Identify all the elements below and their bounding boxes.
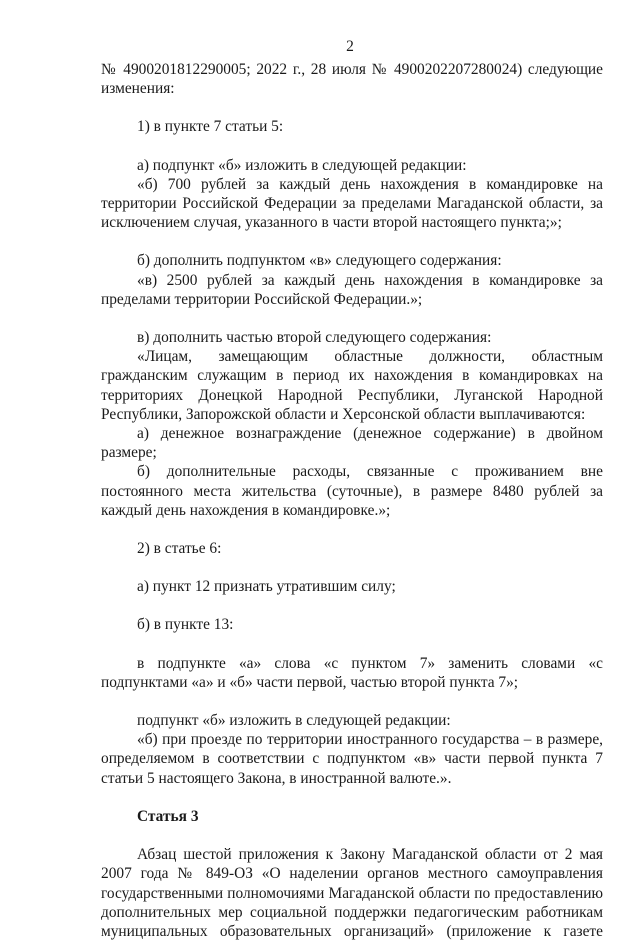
- paragraph-replace-words: в подпункте «а» слова «с пунктом 7» заменить словами «с подпунктами «а» и «б» части первой, частью второй пункта 7»;: [101, 654, 603, 691]
- paragraph-intro: № 4900201812290005; 2022 г., 28 июля № 4900202207280024) следующие изменения:: [101, 61, 603, 98]
- paragraph-quote-a: а) денежное вознаграждение (денежное содержание) в двойном размере;: [101, 425, 603, 462]
- page-number: 2: [346, 38, 354, 55]
- paragraph-quote-v: «в) 2500 рублей за каждый день нахождения в командировке за пределами территории Российской Федерации.»;: [101, 271, 603, 308]
- document-body: [101, 60, 603, 941]
- paragraph-quote-b2: б) дополнительные расходы, связанные с проживанием вне постоянного места жительства (суточные), в размере 8480 рублей за каждый день нахождения в командировке.»;: [101, 463, 603, 519]
- paragraph-subitem-b: б) дополнить подпунктом «в» следующего содержания:: [137, 252, 502, 270]
- paragraph-subitem-b-redaction: подпункт «б» изложить в следующей редакции:: [137, 712, 451, 730]
- article-heading: Статья 3: [137, 807, 199, 825]
- paragraph-item-2a: а) пункт 12 признать утратившим силу;: [137, 578, 396, 596]
- paragraph-item-1: 1) в пункте 7 статьи 5:: [137, 118, 284, 136]
- paragraph-subitem-v: в) дополнить частью второй следующего содержания:: [137, 329, 492, 347]
- paragraph-quote-b: «б) 700 рублей за каждый день нахождения в командировке на территории Российской Федерации за пределами Магаданской области, за исключением случая, указанного в части второй настоящего пункта;»;: [101, 175, 603, 232]
- paragraph-item-2: 2) в статье 6:: [137, 540, 222, 558]
- paragraph-subitem-a: а) подпункт «б» изложить в следующей редакции:: [137, 156, 467, 174]
- paragraph-article-3: Абзац шестой приложения к Закону Магаданской области от 2 мая 2007 года № 849-ОЗ «О наделении органов местного самоуправления государственными полномочиями Магаданской области по предоставлению дополнительных мер социальной поддержки педагогическим работникам муниципальных образовательных организаций» (приложение к газете: [101, 846, 603, 940]
- paragraph-quote-foreign: «б) при проезде по территории иностранного государства – в размере, определяемом в соответствии с подпунктом «в» части первой пункта 7 статьи 5 настоящего Закона, в иностранной валюте.».: [101, 731, 603, 787]
- paragraph-quote-persons: «Лицам, замещающим областные должности, областным гражданским служащим в период их нахождения в командировках на территориях Донецкой Народной Республики, Луганской Народной Республики, Запорожской области и Херсонской области выплачиваются:: [101, 348, 603, 423]
- paragraph-item-2b: б) в пункте 13:: [137, 616, 234, 634]
